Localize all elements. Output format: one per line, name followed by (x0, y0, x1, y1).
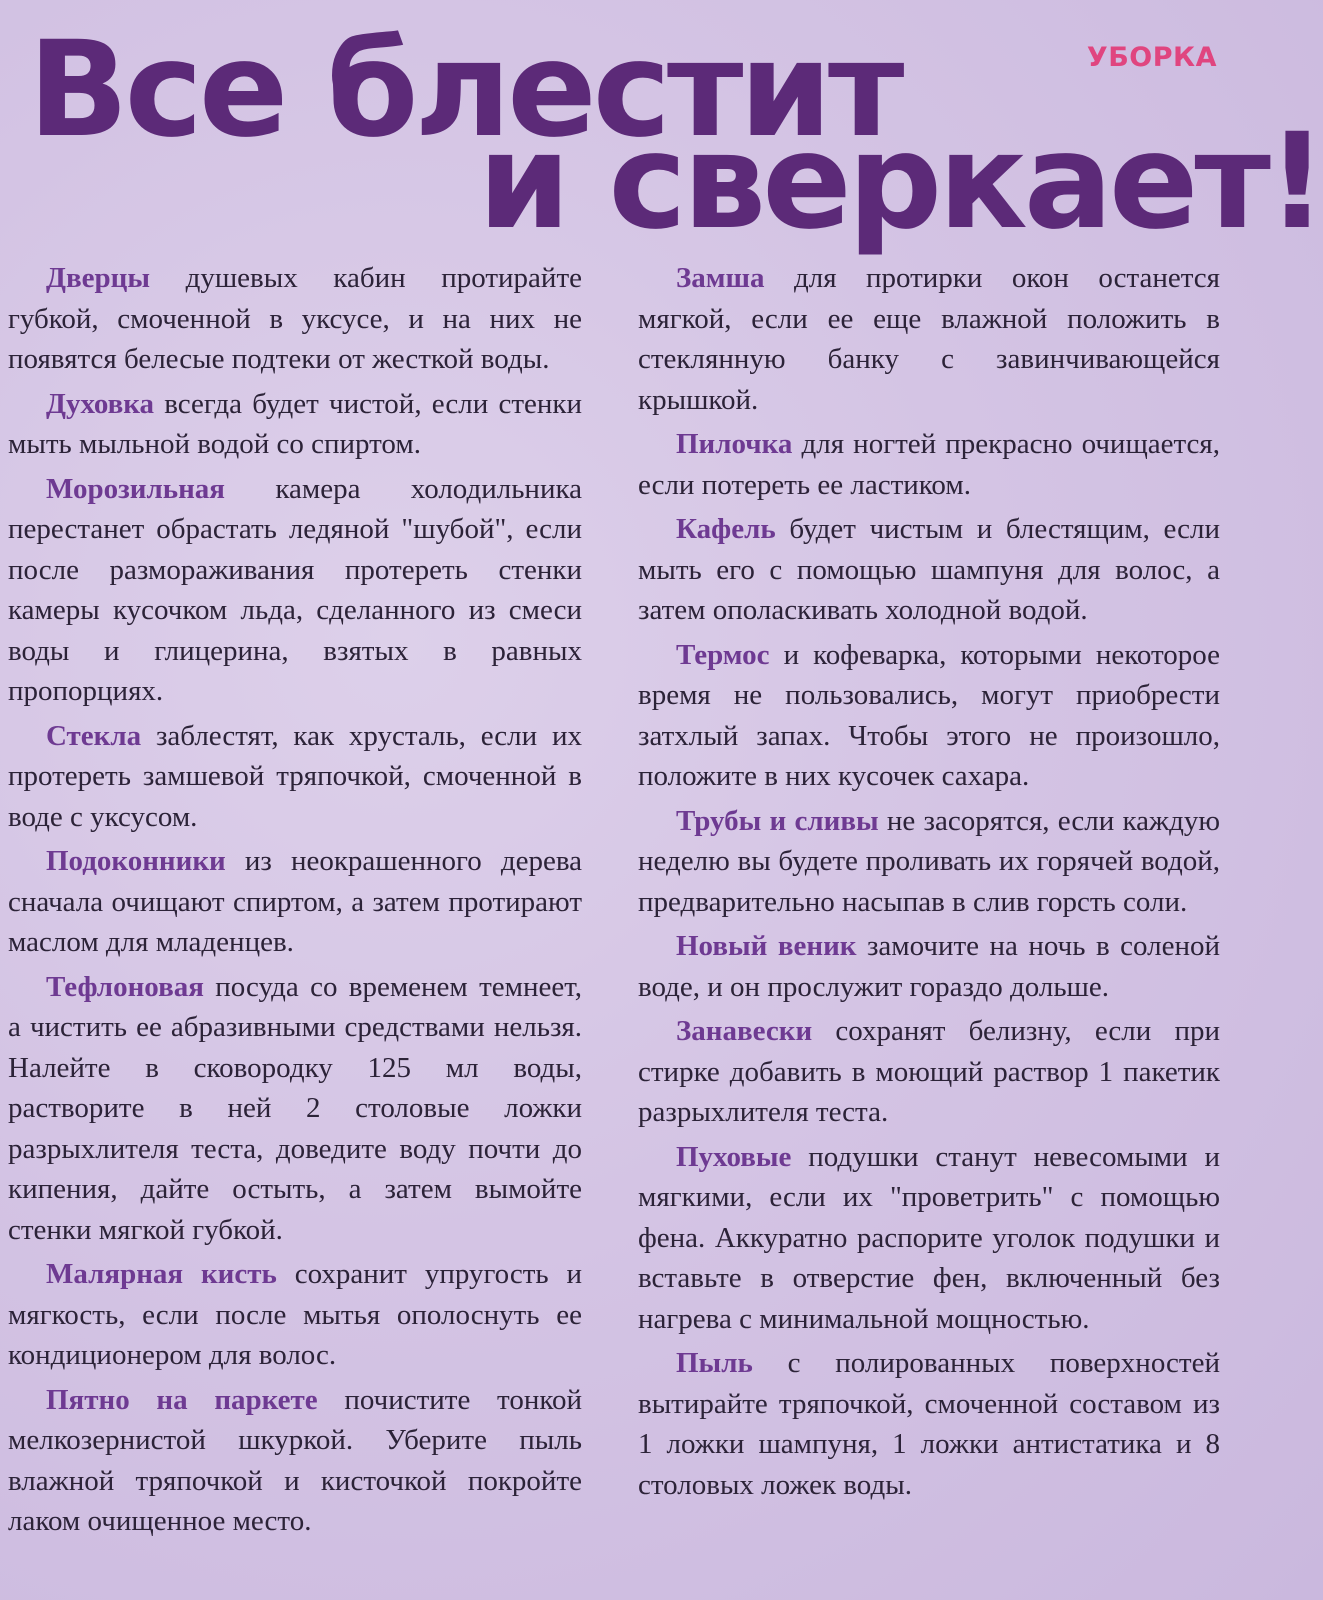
tip-text: замочите на ночь в соленой воде, и он прослужит гораздо дольше. (638, 930, 1220, 1003)
tip-keyword: Термос (676, 638, 770, 671)
tip-paint-brush (8, 1254, 582, 1376)
tip-keyword: Пуховые (676, 1140, 792, 1173)
tip-text: посуда со временем темнеет, а чистить ее абразивными средствами нельзя. Налейте в сковородку 125 мл воды, растворите в ней 2 столовые ложки разрыхлителя теста, доведите воду почти до кипения, дайте остыть, а затем вымойте стенки мягкой губкой. (8, 970, 582, 1246)
left-column (8, 258, 582, 1542)
tip-keyword: Морозильная (46, 472, 225, 505)
tip-nail-file (638, 424, 1220, 505)
tip-text: не засорятся, если каждую неделю вы будете проливать их горячей водой, предварительно насыпав в слив горсть соли. (638, 804, 1220, 918)
tip-keyword: Тефлоновая (46, 970, 204, 1003)
tip-text: камера холодильника перестанет обрастать ледяной "шубой", если после размораживания протереть стенки камеры кусочком льда, сделанного из смеси воды и глицерина, взятых в равных пропорциях. (8, 472, 582, 707)
tip-dust (638, 1343, 1220, 1505)
tip-keyword: Малярная кисть (46, 1258, 277, 1290)
tip-text: почистите тонкой мелкозернистой шкуркой. Уберите пыль влажной тряпочкой и кисточкой покройте лаком очищенное место. (8, 1383, 582, 1537)
right-column (638, 258, 1220, 1505)
tip-text: сохранят белизну, если при стирке добавить в моющий раствор 1 пакетик разрыхлителя теста. (638, 1015, 1220, 1128)
section-tag: УБОРКА (1086, 42, 1217, 73)
tip-shower-doors (8, 258, 582, 380)
tip-text: сохранит упругость и мягкость, если после мытья ополоснуть ее кондиционером для волос. (8, 1258, 583, 1371)
tip-keyword: Дверцы (46, 262, 150, 294)
tip-keyword: Замша (676, 262, 765, 294)
tip-text: душевых кабин протирайте губкой, смоченной в уксусе, и на них не появятся белесые подтеки от жесткой воды. (8, 262, 582, 375)
tip-windowsills (8, 841, 582, 963)
tip-text: будет чистым и блестящим, если мыть его с помощью шампуня для волос, а затем ополаскивать холодной водой. (638, 513, 1220, 626)
tip-text: для протирки окон останется мягкой, если ее еще влажной положить в стеклянную банку с завинчивающейся крышкой. (638, 262, 1220, 416)
tip-keyword: Занавески (676, 1015, 813, 1047)
tip-keyword: Новый веник (676, 930, 857, 962)
tip-text: и кофеварка, которыми некоторое время не пользовались, могут приобрести затхлый запах. Чтобы этого не произошло, положите в них кусочек сахара. (638, 638, 1220, 792)
tip-text: подушки станут невесомыми и мягкими, если их "проветрить" с помощью фена. Аккуратно распорите уголок подушки и вставьте в отверстие фен, включенный без нагрева с минимальной мощностью. (638, 1140, 1220, 1335)
tip-text: всегда будет чистой, если стенки мыть мыльной водой со спиртом. (8, 387, 582, 460)
tip-pillows (638, 1137, 1220, 1340)
tip-thermos (638, 635, 1220, 797)
tip-pipes (638, 801, 1220, 923)
headline-line-2: и сверкает! (478, 105, 1323, 259)
tip-text: для ногтей прекрасно очищается, если потереть ее ластиком. (638, 428, 1220, 501)
tip-keyword: Пыль (676, 1347, 753, 1379)
headline-line-1: Все блестит (28, 13, 901, 167)
tip-oven (8, 384, 582, 465)
tip-text: заблестят, как хрусталь, если их протереть замшевой тряпочкой, смоченной в воде с уксусом. (8, 719, 582, 833)
tip-broom (638, 926, 1220, 1007)
tip-teflon (8, 967, 582, 1251)
tip-keyword: Кафель (676, 513, 776, 545)
tip-glass (8, 716, 582, 838)
tip-keyword: Духовка (46, 387, 155, 420)
tip-keyword: Трубы и сливы (676, 804, 879, 837)
tip-keyword: Стекла (46, 719, 142, 752)
tip-text: из неокрашенного дерева сначала очищают спиртом, а затем протирают маслом для младенцев. (8, 845, 582, 958)
tip-keyword: Пилочка (676, 428, 793, 460)
tip-curtains (638, 1011, 1220, 1133)
tip-keyword: Подоконники (46, 845, 226, 877)
tip-text: с полированных поверхностей вытирайте тряпочкой, смоченной составом из 1 ложки шампуня, 1 ложки антистатика и 8 столовых ложек воды. (638, 1347, 1220, 1501)
tip-chamois (638, 258, 1220, 420)
tip-tiles (638, 509, 1220, 631)
tip-freezer (8, 469, 582, 712)
tip-keyword: Пятно на паркете (46, 1383, 318, 1416)
tip-parquet-stain (8, 1380, 582, 1542)
